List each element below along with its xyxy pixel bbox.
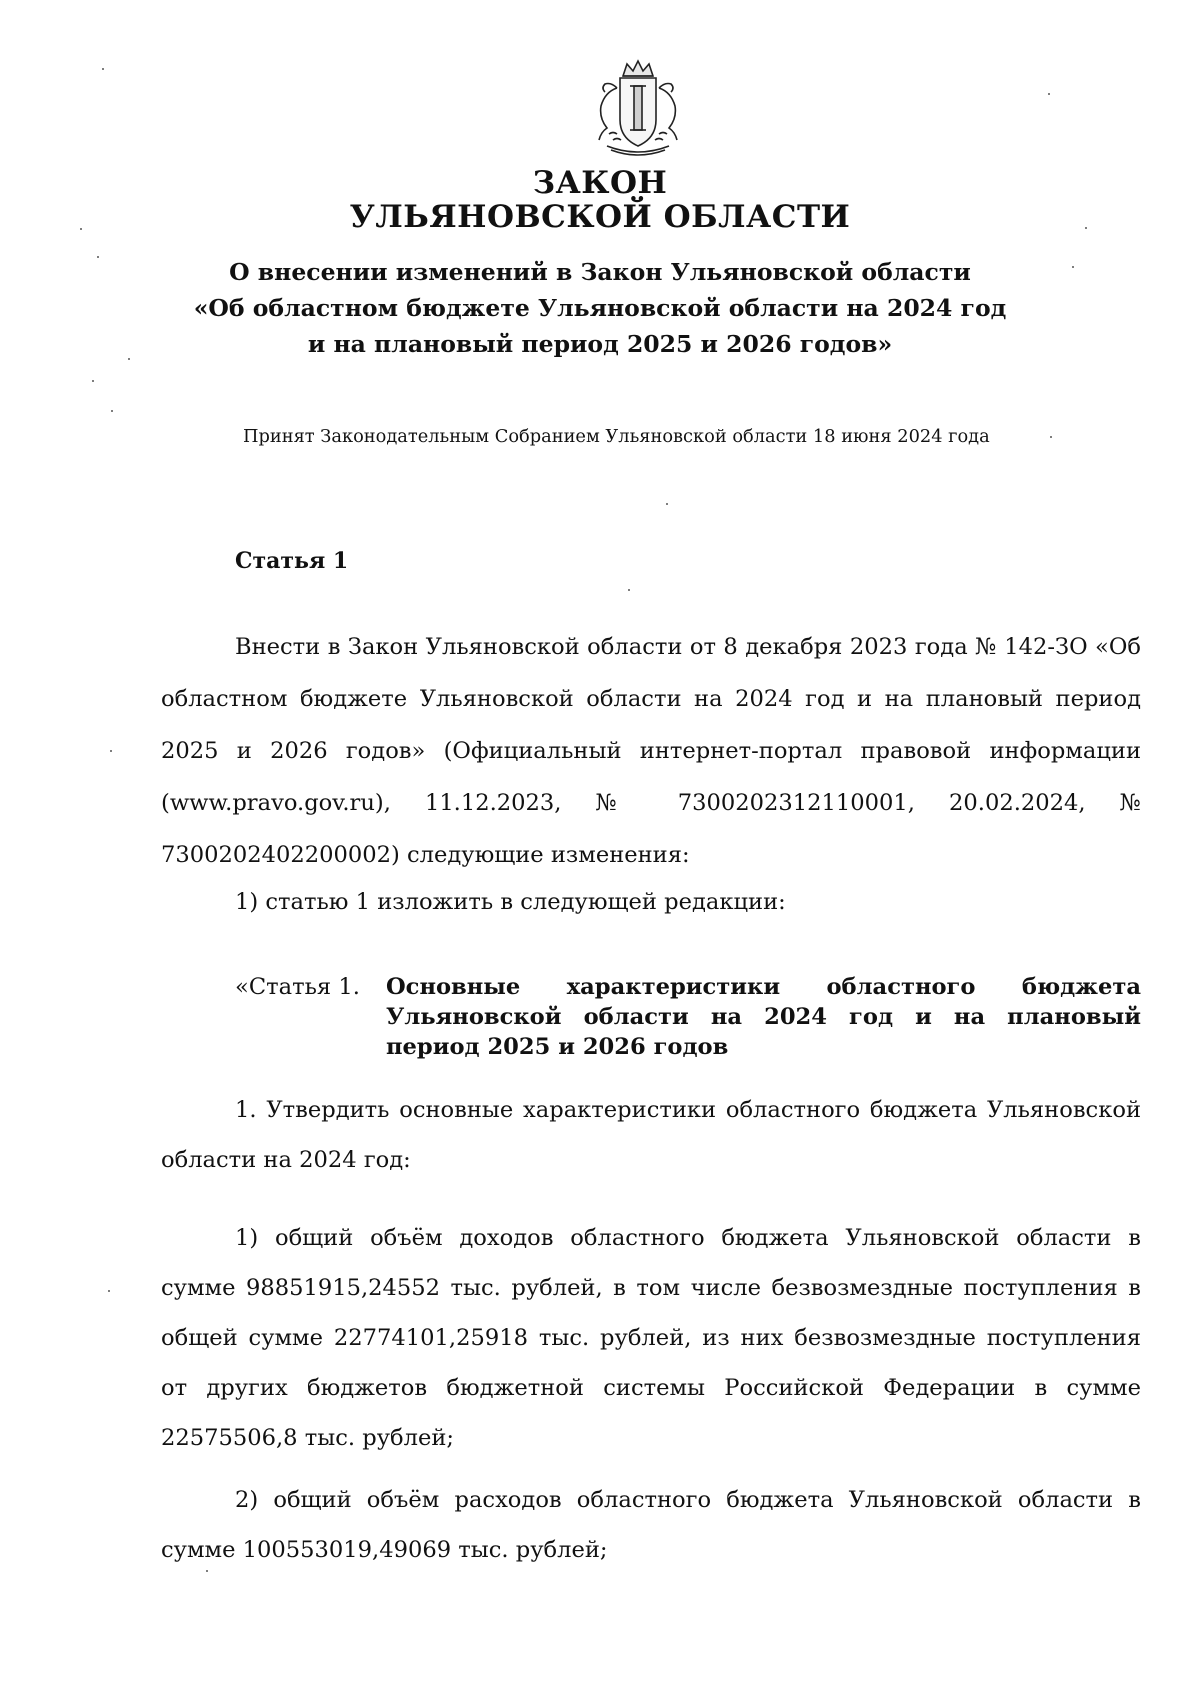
adoption-note: Принят Законодательным Собранием Ульяновской области 18 июня 2024 года — [243, 426, 990, 447]
point-1: 1. Утвердить основные характеристики областного бюджета Ульяновской области на 2024 год: — [161, 1097, 1141, 1173]
scan-speck — [92, 380, 94, 382]
amendment-item-1: 1) статью 1 изложить в следующей редакции: — [235, 889, 786, 915]
intro-paragraph: Внести в Закон Ульяновской области от 8 декабря 2023 года № 142-ЗО «Об областном бюджете Ульяновской области на 2024 год и на плановый период 2025 и 2026 годов» (Официальный интернет-портал правовой информации (www.pravo.gov.ru), 11.12.2023, № 7300202312110001, 20.02.2024, № 7300202402200002) следующие изменения: — [161, 634, 1141, 868]
scan-speck — [102, 68, 104, 70]
scan-speck — [111, 410, 113, 412]
law-subject-line-1: О внесении изменений в Закон Ульяновской области — [229, 258, 971, 286]
subpoint-1: 1) общий объём доходов областного бюджета Ульяновской области в сумме 98851915,24552 тыс. рублей, в том числе безвозмездные поступления в общей сумме 22774101,25918 тыс. рублей, из них безвозмездные поступления от других бюджетов бюджетной системы Российской Федерации в сумме 22575506,8 тыс. рублей; — [161, 1225, 1141, 1451]
scan-speck — [108, 1290, 110, 1292]
quoted-article-label: «Статья 1. — [235, 974, 360, 1000]
coat-of-arms-icon — [587, 58, 689, 158]
scan-speck — [97, 256, 99, 258]
scan-speck — [110, 750, 112, 752]
law-subject-line-3: и на плановый период 2025 и 2026 годов» — [307, 330, 893, 358]
quoted-article-title: Основные характеристики областного бюджета Ульяновской области на 2024 год и на плановый период 2025 и 2026 годов — [386, 974, 1141, 1060]
law-subject-line-2: «Об областном бюджете Ульяновской области на 2024 год — [193, 294, 1007, 322]
scan-speck — [1048, 93, 1050, 95]
scan-speck — [80, 228, 82, 230]
scan-speck — [1050, 436, 1052, 438]
scan-speck — [128, 358, 130, 360]
scan-speck — [206, 1570, 208, 1572]
law-title-line-2: УЛЬЯНОВСКОЙ ОБЛАСТИ — [349, 199, 851, 235]
subpoint-2: 2) общий объём расходов областного бюджета Ульяновской области в сумме 100553019,49069 тыс. рублей; — [161, 1487, 1141, 1563]
scan-speck — [1072, 266, 1074, 268]
scan-speck — [666, 503, 668, 505]
law-title-line-1: ЗАКОН — [532, 165, 668, 201]
article-heading: Статья 1 — [235, 548, 349, 574]
scan-speck — [1085, 227, 1087, 229]
scan-speck — [628, 589, 630, 591]
